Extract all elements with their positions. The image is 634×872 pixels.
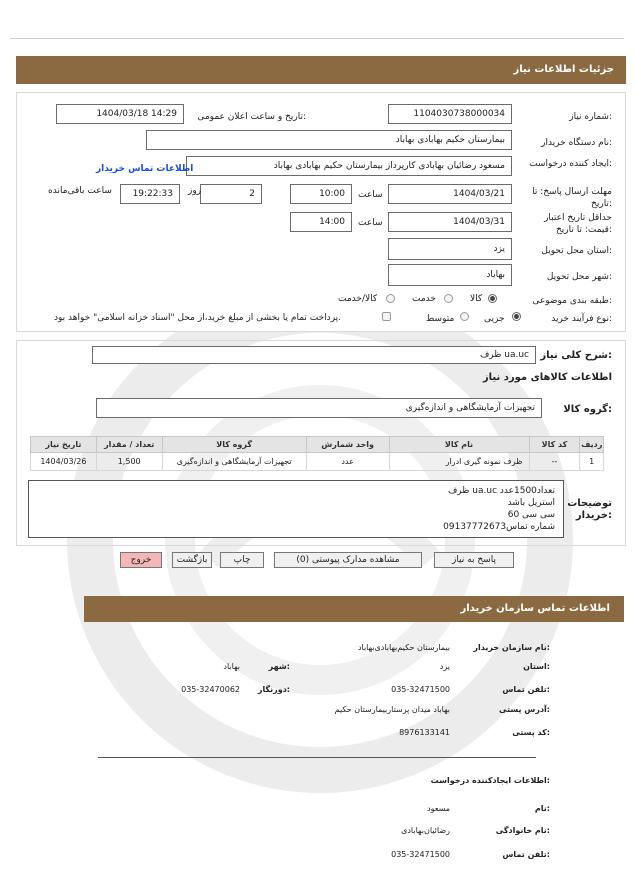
remaining-time-field[interactable]: 19:22:33 (120, 184, 180, 204)
treasury-payment-note: پرداخت تمام یا بخشی از مبلغ خرید،از محل "اسناد خزانه اسلامی" خواهد بود. (54, 313, 342, 323)
creator-field[interactable]: مسعود رضائیان بهابادی کارپرداز بیمارستان حکیم بهابادی بهاباد (186, 156, 512, 176)
goods-group-label: گروه کالا: (563, 404, 612, 415)
summary-field[interactable]: ظرف ua.uc (92, 346, 536, 364)
category-both-label: کالا/خدمت (338, 294, 378, 304)
category-service-label: خدمت (412, 294, 436, 304)
remaining-time-label: ساعت باقی‌مانده (48, 186, 112, 196)
process-medium-label: متوسط (426, 314, 455, 324)
goods-group-field[interactable]: تجهیزات آزمایشگاهی و اندازه‌گیری (96, 398, 542, 418)
cell-row-no: 1 (580, 453, 604, 471)
process-medium-radio[interactable] (460, 312, 469, 321)
creator-name-value: مسعود (427, 804, 450, 813)
cell-goods-name: ظرف نمونه گیری ادرار (389, 453, 529, 471)
process-minor-label: جزیی (484, 314, 505, 324)
treasury-payment-checkbox[interactable] (382, 312, 391, 321)
announce-date-field[interactable]: 1404/03/18 14:29 (56, 104, 184, 124)
contact-phone-value: 035-32471500 (391, 685, 450, 694)
creator-phone-label: تلفن تماس: (502, 850, 550, 859)
contact-province-label: استان: (523, 662, 550, 671)
contact-section-title: اطلاعات تماس سازمان خریدار (84, 596, 624, 622)
goods-table-wrapper (30, 436, 604, 471)
deadline-time-field[interactable]: 10:00 (290, 184, 352, 204)
cell-quantity: 1,500 (96, 453, 162, 471)
contact-city-value: بهاباد (223, 662, 240, 671)
announce-date-label: تاریخ و ساعت اعلان عمومی: (197, 112, 306, 122)
days-remaining-field[interactable]: 2 (200, 184, 262, 204)
contact-phone-label: تلفن تماس: (502, 685, 550, 694)
page-title: جزئیات اطلاعات نیاز (16, 56, 626, 84)
contact-org-label: نام سازمان خریدار: (473, 643, 550, 652)
buyer-note-line: شماره تماس09137772673 (443, 522, 555, 532)
goods-info-title: اطلاعات کالاهای مورد نیاز (482, 372, 612, 383)
city-field[interactable]: بهاباد (388, 264, 512, 286)
reply-button[interactable]: پاسخ به نیاز (434, 552, 514, 568)
contact-org-value: بیمارستان حکیم‌بهابادی‌بهاباد (357, 643, 450, 652)
col-unit: واحد شمارش (306, 437, 389, 453)
contact-city-label: شهر: (268, 662, 290, 671)
buyer-note-line: استریل باشد (507, 498, 555, 508)
creator-family-label: نام خانوادگی: (495, 826, 550, 835)
col-goods-code: کد کالا (529, 437, 580, 453)
col-need-date: تاریخ نیاز (31, 437, 97, 453)
contact-postal-label: کد پستی: (512, 728, 550, 737)
col-row-no: ردیف (580, 437, 604, 453)
creator-info-title: اطلاعات ایجادکننده درخواست: (430, 776, 550, 785)
creator-label: ایجاد کننده درخواست: (529, 159, 612, 169)
creator-name-label: نام: (534, 804, 550, 813)
need-number-field[interactable]: 1104030738000034 (388, 104, 512, 124)
buyer-org-field[interactable]: بیمارستان حکیم بهابادی بهاباد (146, 130, 512, 150)
goods-table (30, 436, 604, 471)
validity-label: حداقل تاریخ اعتبار قیمت: تا تاریخ: (544, 213, 612, 235)
category-goods-radio[interactable] (488, 294, 497, 303)
process-type-label: نوع فرآیند خرید: (551, 314, 612, 324)
attachments-button[interactable]: مشاهده مدارک پیوستی (0) (274, 552, 422, 568)
col-quantity: تعداد / مقدار (96, 437, 162, 453)
buyer-notes-box[interactable] (28, 480, 564, 538)
contact-province-value: یزد (439, 662, 450, 671)
category-both-radio[interactable] (386, 294, 395, 303)
back-button[interactable]: بازگشت (172, 552, 212, 568)
deadline-date-field[interactable]: 1404/03/21 (388, 184, 512, 204)
contact-postal-value: 8976133141 (399, 728, 450, 737)
cell-unit: عدد (306, 453, 389, 471)
process-minor-radio[interactable] (512, 312, 521, 321)
creator-phone-value: 035-32471500 (391, 850, 450, 859)
validity-date-field[interactable]: 1404/03/31 (388, 212, 512, 232)
need-number-label: شماره نیاز: (569, 112, 612, 122)
cell-goods-code: -- (529, 453, 580, 471)
province-label: استان محل تحویل: (541, 246, 612, 256)
buyer-note-line: ظرف ua.uc تعداد1500عدد (447, 486, 555, 496)
exit-button[interactable]: خروج (120, 552, 162, 568)
contact-fax-value: 035-32470062 (181, 685, 240, 694)
city-label: شهر محل تحویل: (546, 272, 612, 282)
category-goods-label: کالا (470, 294, 483, 304)
goods-table-header (31, 437, 604, 453)
validity-time-label: ساعت (358, 218, 383, 228)
col-goods-group: گروه کالا (162, 437, 306, 453)
top-divider (10, 38, 624, 39)
cell-goods-group: تجهیزات آزمایشگاهی و اندازه‌گیری (162, 453, 306, 471)
deadline-label: مهلت ارسال پاسخ: تا تاریخ: (532, 187, 612, 209)
province-field[interactable]: یزد (388, 238, 512, 260)
print-button[interactable]: چاپ (220, 552, 264, 568)
contact-divider (98, 757, 536, 758)
buyer-org-label: نام دستگاه خریدار: (541, 138, 612, 148)
buyer-notes-label: توضیحات خریدار: (567, 498, 612, 521)
contact-fax-label: دورنگار: (257, 685, 290, 694)
cell-need-date: 1404/03/26 (31, 453, 97, 471)
table-row[interactable] (31, 453, 604, 471)
days-label: روز (188, 186, 202, 196)
category-service-radio[interactable] (444, 294, 453, 303)
buyer-contact-link[interactable]: اطلاعات تماس خریدار (96, 164, 194, 174)
validity-time-field[interactable]: 14:00 (290, 212, 352, 232)
contact-address-value: بهاباد میدان پرستاربیمارستان حکیم (334, 705, 450, 714)
col-goods-name: نام کالا (389, 437, 529, 453)
buyer-note-line: 60 سی سی (507, 510, 555, 520)
deadline-time-label: ساعت (358, 190, 383, 200)
summary-label: شرح کلی نیاز: (540, 350, 612, 361)
category-label: طبقه بندی موضوعی: (532, 296, 612, 306)
creator-family-value: رضائیان‌بهابادی (401, 826, 450, 835)
contact-address-label: آدرس پستی: (499, 705, 550, 714)
